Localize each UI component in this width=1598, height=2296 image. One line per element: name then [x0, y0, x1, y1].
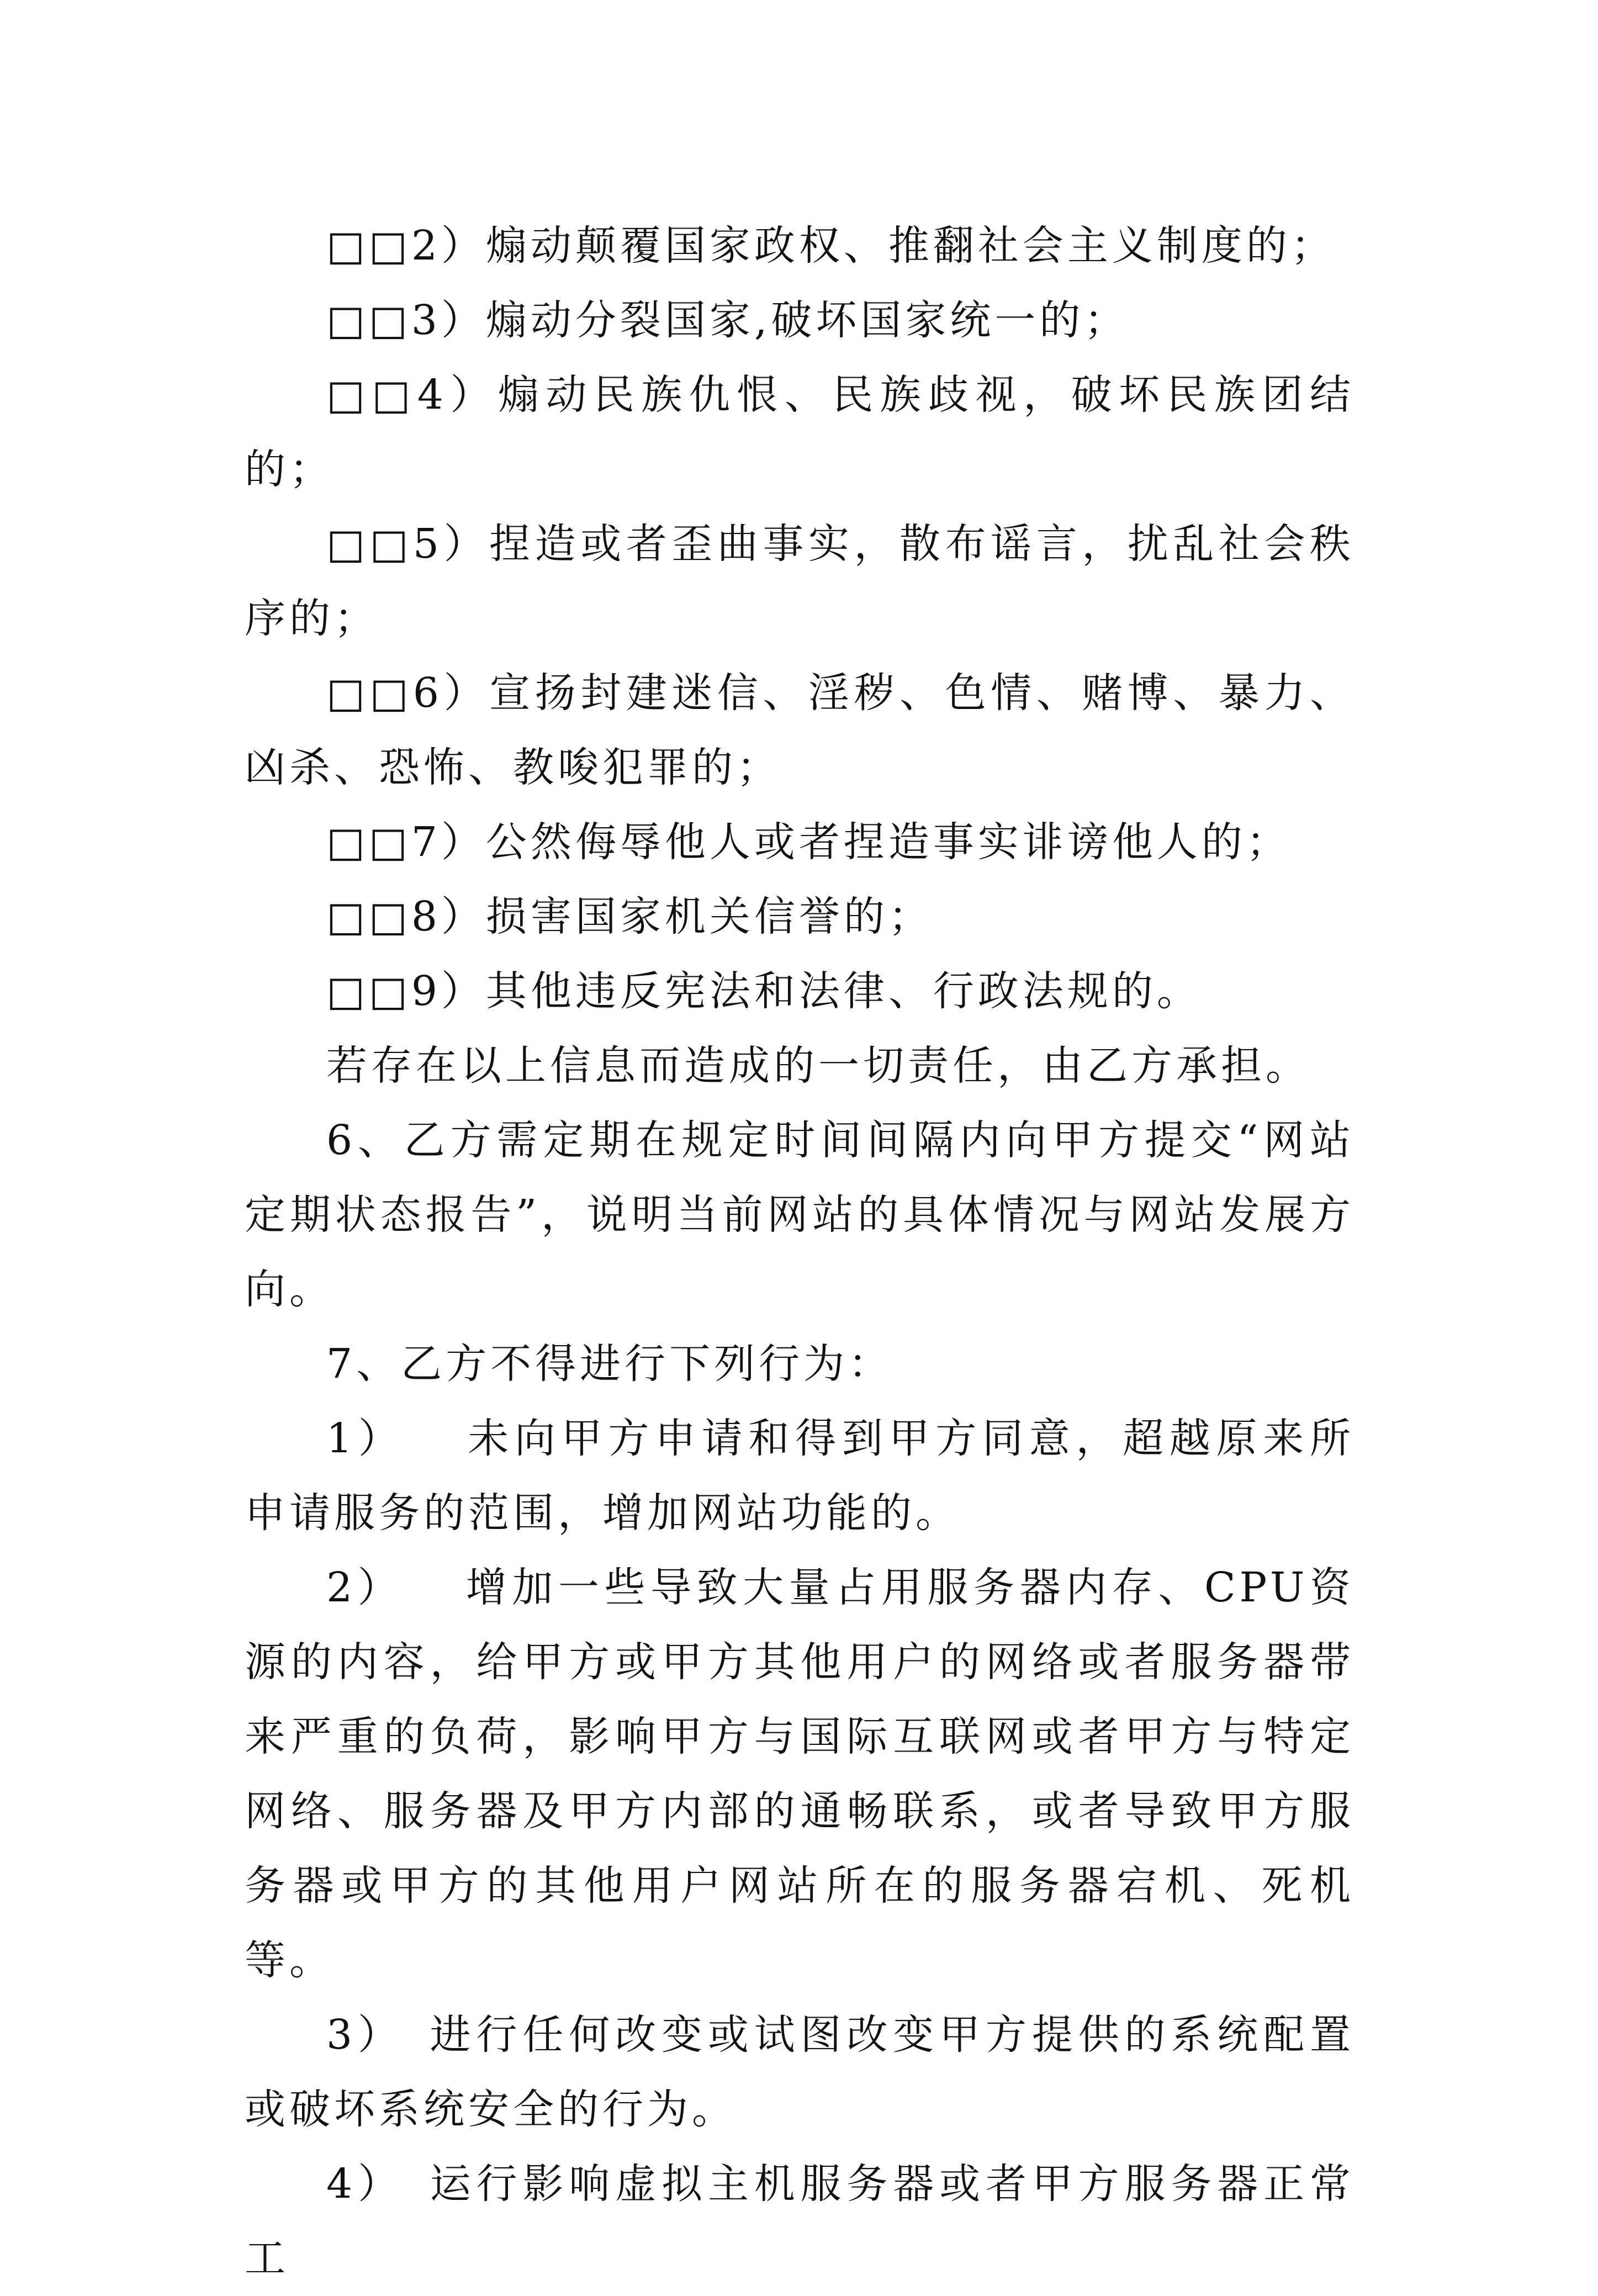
list-item-number: 4）: [326, 2160, 404, 2208]
clause-paragraph: □□5）捏造或者歪曲事实，散布谣言，扰乱社会秩序的；: [245, 520, 1354, 642]
list-item-number: 2）: [326, 1564, 404, 1611]
clause-paragraph: □□6）宣扬封建迷信、淫秽、色情、赌博、暴力、凶杀、恐怖、教唆犯罪的；: [245, 669, 1354, 791]
list-item: [245, 1998, 1354, 2147]
list-item-number: 3）: [326, 2011, 404, 2059]
clause-paragraph: □□8）损害国家机关信誉的；: [326, 893, 933, 940]
list-item: [245, 1401, 1354, 1551]
document-body: [245, 209, 1354, 2296]
clause-paragraph: □□9）其他违反宪法和法律、行政法规的。: [326, 967, 1202, 1015]
clause-paragraph: 7、乙方不得进行下列行为：: [326, 1340, 893, 1388]
list-item-number: 1）: [326, 1415, 405, 1462]
list-item: [245, 2147, 1354, 2296]
list-item-text: 未向甲方申请和得到甲方同意，超越原来所申请服务的范围，增加网站功能的。: [245, 1415, 1354, 1537]
list-item-text: 进行任何改变或试图改变甲方提供的系统配置或破坏系统安全的行为。: [245, 2011, 1354, 2133]
clause-paragraph: 若存在以上信息而造成的一切责任，由乙方承担。: [326, 1042, 1310, 1089]
clause-paragraph: □□3）煽动分裂国家,破坏国家统一的；: [326, 297, 1129, 344]
list-item-text: 增加一些导致大量占用服务器内存、CPU资源的内容，给甲方或甲方其他用户的网络或者服务器带来严重的负荷，影响甲方与国际互联网或者甲方与特定网络、服务器及甲方内部的通畅联系，或者导致甲方服务器或甲方的其他用户网站所在的服务器宕机、死机等。: [245, 1564, 1354, 1984]
clause-paragraph: □□7）公然侮辱他人或者捏造事实诽谤他人的；: [326, 818, 1291, 866]
clause-paragraph: □□4）煽动民族仇恨、民族歧视，破坏民族团结的；: [245, 371, 1354, 493]
clause-paragraph: 6、乙方需定期在规定时间间隔内向甲方提交“网站定期状态报告”，说明当前网站的具体情况与网站发展方向。: [245, 1117, 1354, 1313]
list-item-text: 运行影响虚拟主机服务器或者甲方服务器正常工: [245, 2160, 1354, 2282]
list-item: [245, 1551, 1354, 1998]
clause-paragraph: □□2）煽动颠覆国家政权、推翻社会主义制度的；: [326, 222, 1336, 269]
